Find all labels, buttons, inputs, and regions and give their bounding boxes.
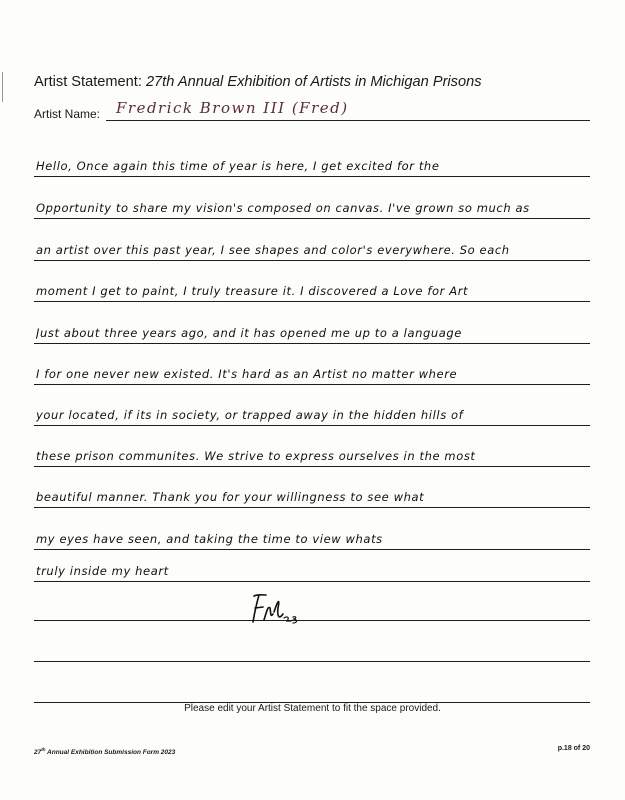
footer-form-number: 27	[34, 749, 42, 757]
artist-name-value: Fredrick Brown III (Fred)	[116, 99, 349, 117]
page-edge-mark	[2, 72, 3, 102]
statement-rule-line	[34, 620, 590, 621]
statement-rule-line	[34, 466, 590, 467]
statement-line: beautiful manner. Thank you for your willingness to see what	[36, 490, 425, 504]
statement-rule-line	[34, 260, 590, 261]
instruction-note: Please edit your Artist Statement to fit the space provided.	[184, 703, 441, 714]
artist-name-underline	[106, 120, 590, 121]
statement-line: truly inside my heart	[36, 564, 169, 578]
statement-line: Hello, Once again this time of year is here, I get excited for the	[36, 159, 440, 173]
footer-form-rest: Annual Exhibition Submission Form 2023	[45, 749, 176, 757]
statement-rule-line	[34, 343, 590, 344]
statement-rule-line	[34, 661, 590, 662]
statement-rule-line	[34, 384, 590, 385]
statement-line: your located, if its in society, or trapped away in the hidden hills of	[36, 408, 464, 422]
statement-rule-line	[34, 549, 590, 550]
statement-rule-line	[34, 425, 590, 426]
form-title	[34, 74, 594, 90]
statement-line: moment I get to paint, I truly treasure it. I discovered a Love for Art	[36, 284, 469, 298]
statement-rule-line	[34, 581, 590, 582]
statement-line: I for one never new existed. It's hard as an Artist no matter where	[36, 367, 458, 381]
statement-rule-line	[34, 507, 590, 508]
statement-line: my eyes have seen, and taking the time to view whats	[36, 532, 383, 546]
artist-name-row	[34, 99, 590, 125]
statement-line: Opportunity to share my vision's composed on canvas. I've grown so much as	[36, 201, 530, 215]
statement-rule-line	[34, 218, 590, 219]
statement-rule-line	[34, 301, 590, 302]
statement-rule-line	[34, 176, 590, 177]
form-title-prefix: Artist Statement:	[34, 74, 146, 90]
artist-name-label: Artist Name:	[34, 107, 101, 121]
statement-line: these prison communites. We strive to express ourselves in the most	[36, 449, 476, 463]
artist-signature	[240, 590, 310, 630]
statement-line: an artist over this past year, I see shapes and color's everywhere. So each	[36, 243, 510, 257]
footer-form-title	[34, 747, 175, 756]
exhibition-name: 27th Annual Exhibition of Artists in Michigan Prisons	[145, 74, 482, 90]
statement-line: Just about three years ago, and it has opened me up to a language	[36, 326, 462, 340]
footer-form-suffix: th	[41, 747, 46, 752]
page-number: p.18 of 20	[557, 745, 590, 752]
